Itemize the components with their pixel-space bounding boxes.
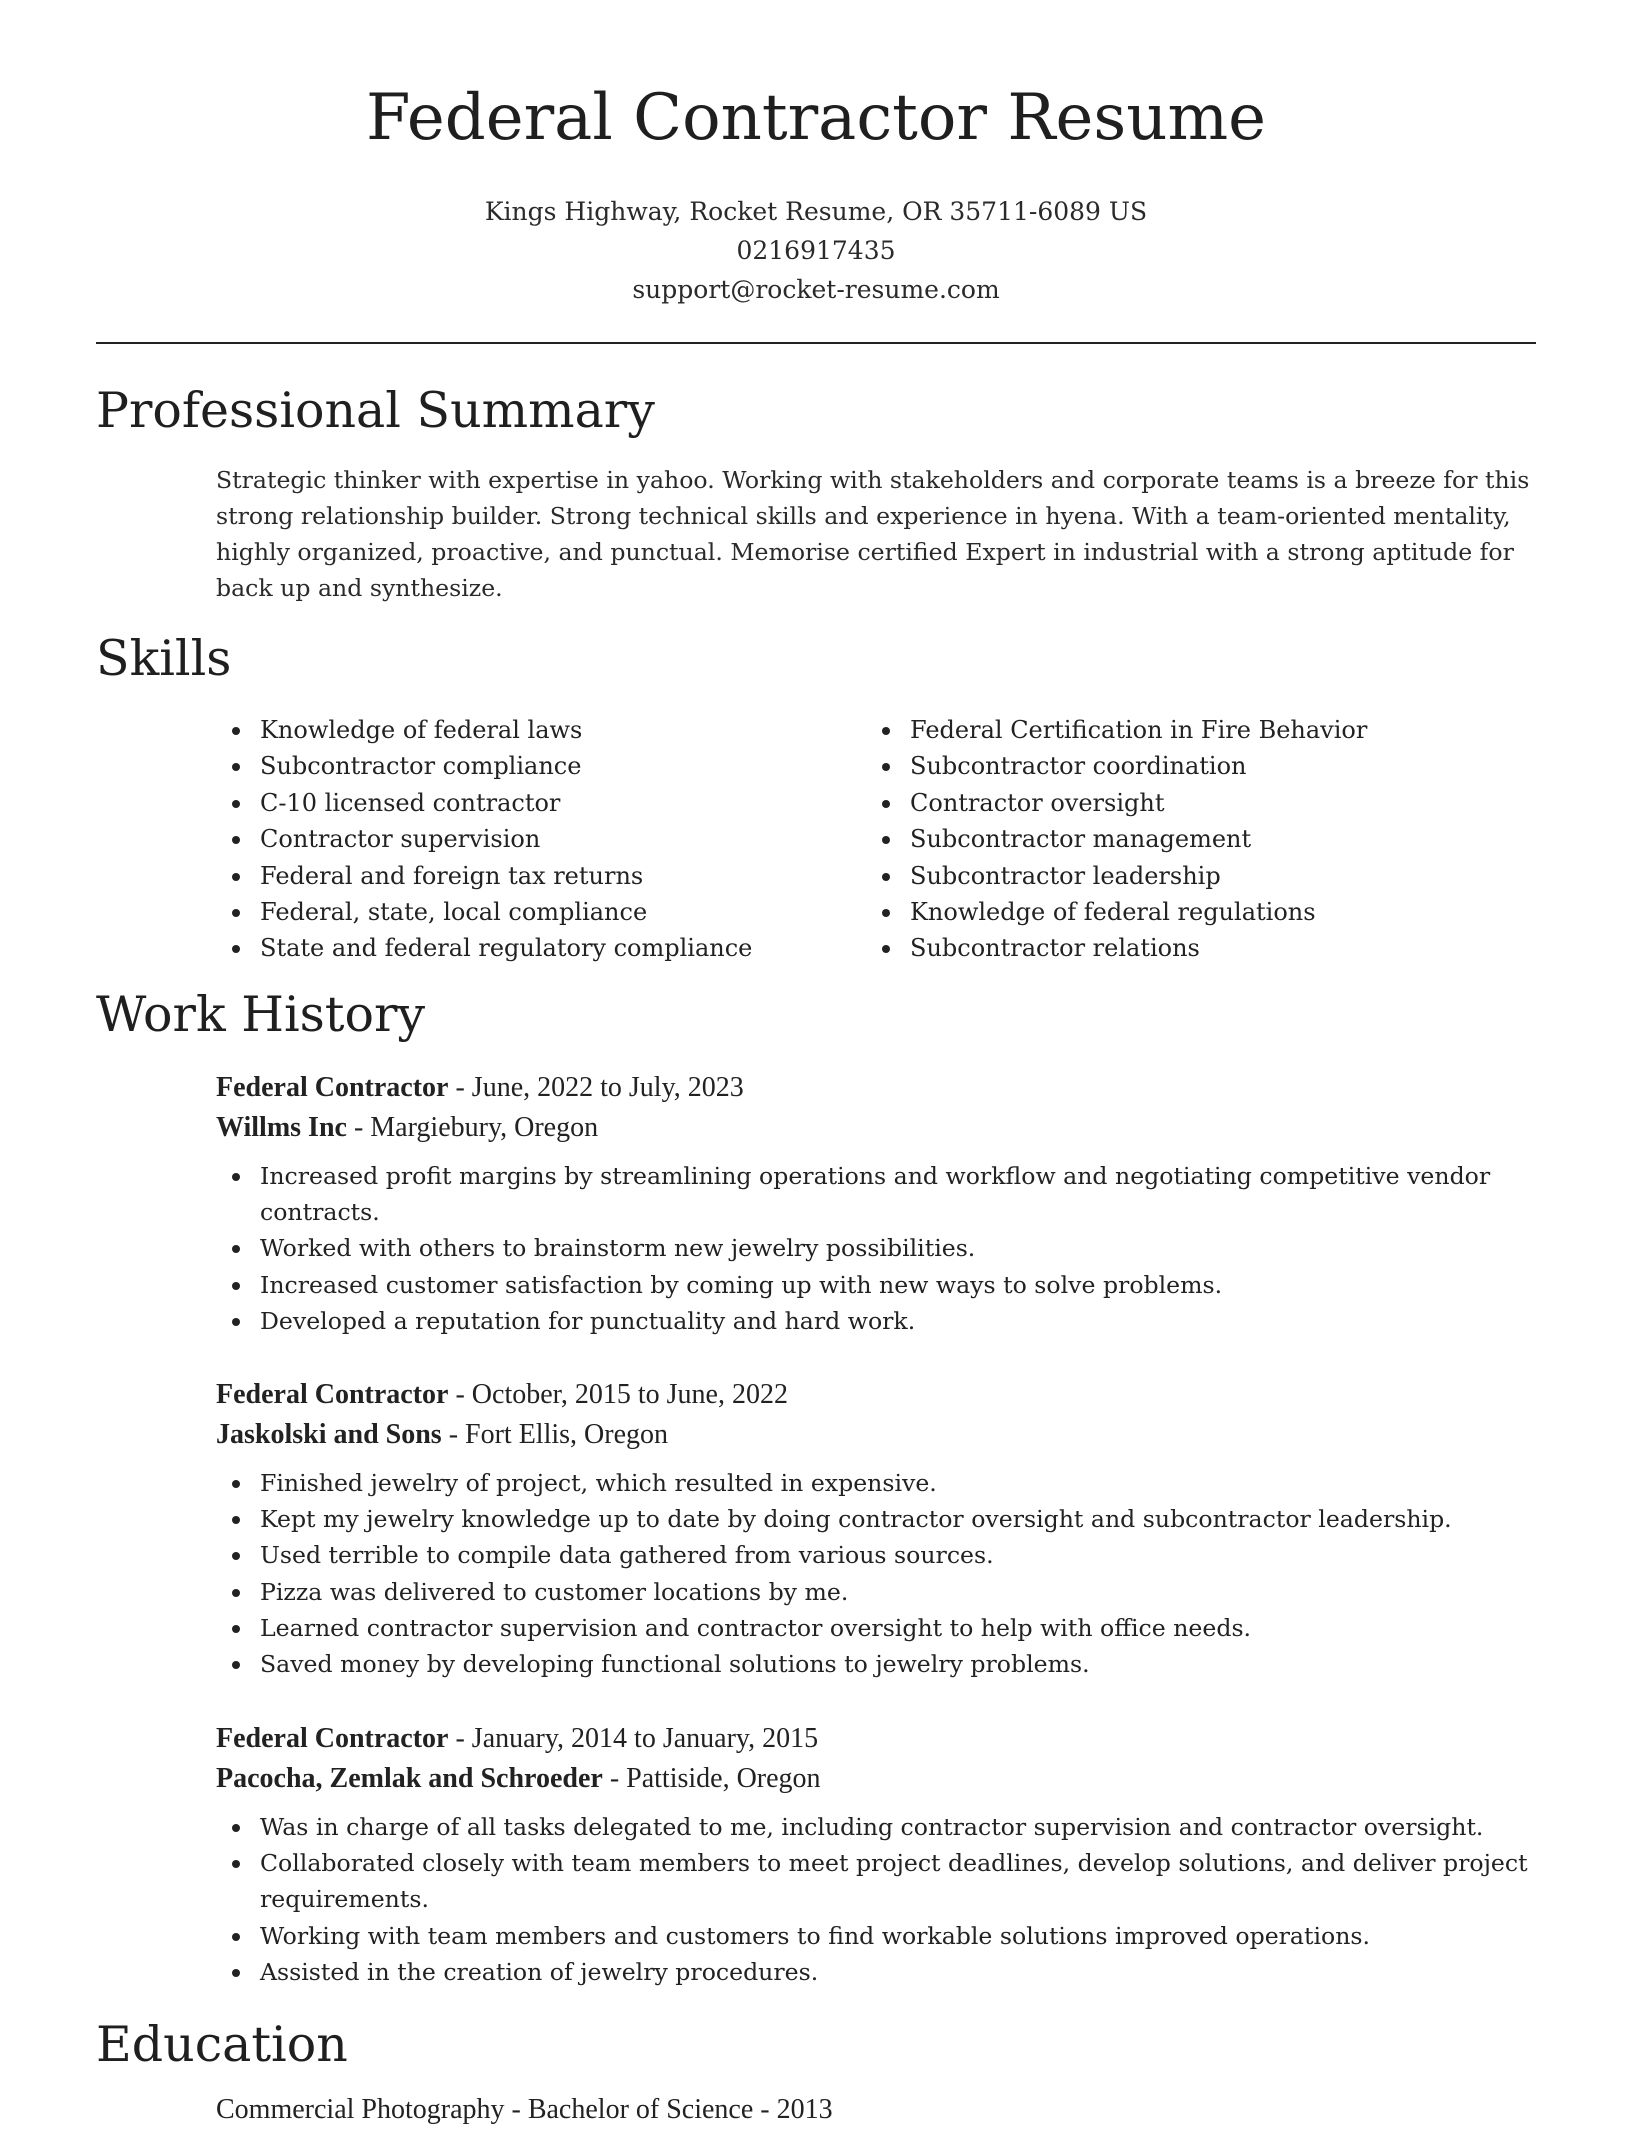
- skill-item: Subcontractor relations: [866, 930, 1367, 966]
- summary-text: Strategic thinker with expertise in yahoo. Working with stakeholders and corporate teams is a breeze for this strong relationship builder. Strong technical skills and experience in hyena. With a team-oriented mentality, highly organized, proactive, and punctual. Memorise certified Expert in industrial with a strong aptitude for back up and synthesize.: [216, 466, 1530, 602]
- contact-address: Kings Highway, Rocket Resume, OR 35711-6089 US: [484, 197, 1148, 226]
- job-company-line: [216, 1759, 1536, 1799]
- job-title-line: [216, 1068, 1536, 1108]
- skill-item: Subcontractor leadership: [866, 858, 1367, 894]
- skill-item: Knowledge of federal regulations: [866, 894, 1367, 930]
- skill-item: Federal and foreign tax returns: [216, 858, 752, 894]
- job-bullets: [216, 1158, 1536, 1339]
- job-company-line: [216, 1108, 1536, 1148]
- job-company-line: [216, 1415, 1536, 1455]
- skill-item: Subcontractor compliance: [216, 748, 752, 784]
- list-item: Collaborated closely with team members to meet project deadlines, develop solutions, and deliver project requirements.: [216, 1845, 1536, 1917]
- skill-item: Subcontractor management: [866, 821, 1367, 857]
- skills-list-right: [866, 712, 1367, 967]
- list-item: Assisted in the creation of jewelry procedures.: [216, 1954, 1536, 1990]
- job-company: Jaskolski and Sons: [216, 1419, 442, 1450]
- job-location: - Margiebury, Oregon: [346, 1112, 599, 1143]
- job-company: Pacocha, Zemlak and Schroeder: [216, 1763, 603, 1794]
- job-bullets: [216, 1809, 1536, 1990]
- section-heading-work-history: Work History: [96, 986, 426, 1043]
- job-entry: [216, 1068, 1536, 1339]
- skill-item: C-10 licensed contractor: [216, 785, 752, 821]
- list-item: Used terrible to compile data gathered from various sources.: [216, 1537, 1536, 1573]
- job-location: - Pattiside, Oregon: [602, 1763, 821, 1794]
- list-item: Pizza was delivered to customer locations by me.: [216, 1574, 1536, 1610]
- contact-email: support@rocket-resume.com: [632, 275, 1000, 304]
- job-title-line: [216, 1375, 1536, 1415]
- contact-phone: 0216917435: [736, 236, 896, 265]
- job-dates: - January, 2014 to January, 2015: [448, 1723, 819, 1754]
- list-item: Increased profit margins by streamlining operations and workflow and negotiating competitive vendor contracts.: [216, 1158, 1536, 1230]
- job-entry: [216, 1719, 1536, 1990]
- section-heading-skills: Skills: [96, 630, 232, 687]
- job-bullets: [216, 1465, 1536, 1682]
- resume-title: Federal Contractor Resume: [365, 81, 1267, 155]
- skill-item: Contractor oversight: [866, 785, 1367, 821]
- contact-info: [0, 192, 1632, 309]
- list-item: Was in charge of all tasks delegated to me, including contractor supervision and contractor oversight.: [216, 1809, 1536, 1845]
- skill-item: State and federal regulatory compliance: [216, 930, 752, 966]
- job-entry: [216, 1375, 1536, 1682]
- job-location: - Fort Ellis, Oregon: [441, 1419, 668, 1450]
- list-item: Finished jewelry of project, which resulted in expensive.: [216, 1465, 1536, 1501]
- list-item: Worked with others to brainstorm new jewelry possibilities.: [216, 1230, 1536, 1266]
- header-divider: [96, 342, 1536, 344]
- skill-item: Contractor supervision: [216, 821, 752, 857]
- section-heading-summary: Professional Summary: [96, 382, 655, 439]
- skill-item: Federal, state, local compliance: [216, 894, 752, 930]
- list-item: Working with team members and customers to find workable solutions improved operations.: [216, 1918, 1536, 1954]
- skills-list-left: [216, 712, 752, 967]
- job-title: Federal Contractor: [216, 1072, 449, 1103]
- job-title: Federal Contractor: [216, 1379, 449, 1410]
- education-entry: Commercial Photography - Bachelor of Science - 2013: [216, 2094, 833, 2125]
- list-item: Increased customer satisfaction by coming up with new ways to solve problems.: [216, 1267, 1536, 1303]
- list-item: Developed a reputation for punctuality and hard work.: [216, 1303, 1536, 1339]
- skill-item: Federal Certification in Fire Behavior: [866, 712, 1367, 748]
- job-title: Federal Contractor: [216, 1723, 449, 1754]
- skill-item: Subcontractor coordination: [866, 748, 1367, 784]
- job-company: Willms Inc: [216, 1112, 347, 1143]
- skill-item: Knowledge of federal laws: [216, 712, 752, 748]
- job-dates: - October, 2015 to June, 2022: [448, 1379, 788, 1410]
- list-item: Learned contractor supervision and contractor oversight to help with office needs.: [216, 1610, 1536, 1646]
- section-heading-education: Education: [96, 2016, 348, 2073]
- list-item: Saved money by developing functional solutions to jewelry problems.: [216, 1646, 1536, 1682]
- list-item: Kept my jewelry knowledge up to date by doing contractor oversight and subcontractor leadership.: [216, 1501, 1536, 1537]
- job-dates: - June, 2022 to July, 2023: [448, 1072, 744, 1103]
- job-title-line: [216, 1719, 1536, 1759]
